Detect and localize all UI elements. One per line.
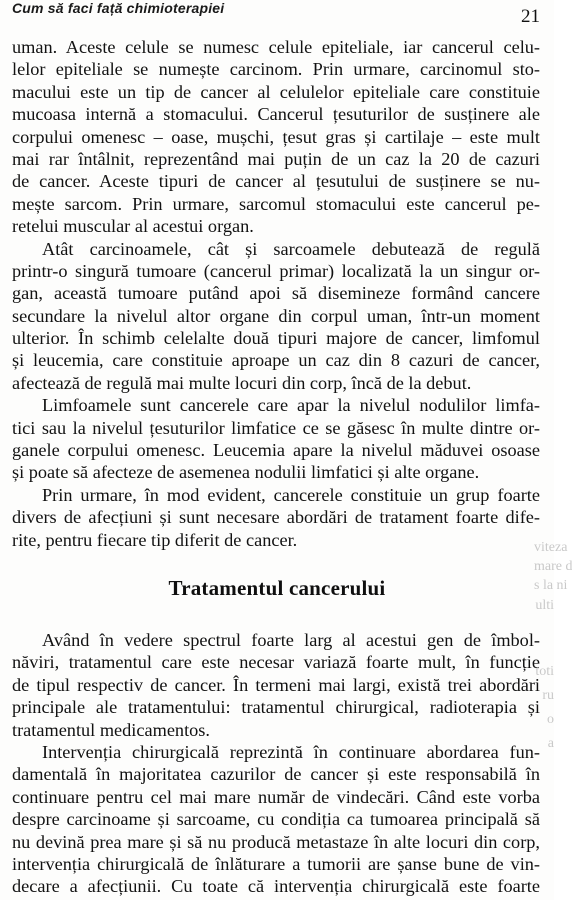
text-line: mucoasa internă a stomacului. Cancerul țesuturilor de susținere ale: [12, 104, 540, 125]
text-line: retelui muscular al acestui organ.: [12, 216, 254, 237]
text-line: năviri, tratamentul care este necesar variază foarte mult, în funcție: [12, 652, 540, 673]
paragraph: [12, 394, 540, 484]
text-line: continuare pentru cel mai mare număr de vindecări. Când este vorba: [12, 786, 540, 807]
text-line: de tipul respectiv de cancer. În termeni mai largi, există trei abordări: [12, 674, 540, 695]
text-line: Intervenția chirurgicală reprezintă în continuare abordarea fun-: [42, 741, 540, 762]
text-line: afectează de regulă mai multe locuri din corp, încă de la debut.: [12, 372, 472, 393]
text-line: gan, această tumoare putând apoi să disemineze formând cancere: [12, 283, 540, 304]
text-line: secundare la nivelul altor organe din corpul uman, într-un moment: [12, 305, 540, 326]
text-line: nu devină prea mare și să nu producă metastaze în alte locuri din corp,: [12, 831, 540, 852]
bleed-through-text: toti: [535, 664, 554, 679]
text-line: Atât carcinoamele, cât și sarcoamele debutează de regulă: [42, 238, 540, 259]
text-line: macului este un tip de cancer al celulelor epiteliale care constituie: [12, 81, 540, 102]
text-line: lelor epiteliale se numește carcinom. Prin urmare, carcinomul sto-: [12, 59, 540, 80]
text-line: despre carcinoame și sarcoame, cu condiția ca tumoarea principală să: [12, 809, 540, 830]
paragraph: [12, 36, 540, 238]
text-line: intervenția chirurgicală de înlăturare a tumorii are șanse bune de vin-: [12, 853, 540, 874]
text-line: mai rar întâlnit, reprezentând mai puțin de un caz la 20 de cazuri: [12, 148, 540, 169]
text-line: decare a afecțiunii. Cu toate că intervenția chirurgicală este foarte: [12, 876, 540, 897]
paragraph: [12, 238, 540, 395]
bleed-through-text: o: [547, 712, 554, 727]
text-line: printr-o singură tumoare (cancerul primar) localizată la un singur or-: [12, 260, 540, 281]
bleed-through-text: ru: [542, 688, 554, 703]
page-number: 21: [521, 6, 540, 27]
text-line: Limfoamele sunt cancerele care apar la nivelul nodulilor limfa-: [42, 395, 540, 416]
text-line: și leucemia, care constituie aproape un caz din 8 cazuri de cancer,: [12, 350, 540, 371]
text-line: damentală în majoritatea cazurilor de cancer și este responsabilă în: [12, 764, 540, 785]
text-line: rite, pentru fiecare tip diferit de cancer.: [12, 529, 298, 550]
body-text-lower: [12, 629, 540, 898]
paragraph: [12, 484, 540, 551]
text-line: și poate să afecteze de asemenea nodulii limfatici și alte organe.: [12, 462, 480, 483]
text-line: ulterior. În schimb celelalte două tipuri majore de cancer, limfomul: [12, 328, 540, 349]
text-line: uman. Aceste celule se numesc celule epiteliale, iar cancerul celu-: [12, 37, 540, 57]
text-line: divers de afecțiuni și sunt necesare abordări de tratament foarte dife-: [12, 507, 540, 528]
body-text-upper: [12, 36, 540, 551]
text-line: ganele corpului omenesc. Leucemia apare la nivelul măduvei osoase: [12, 440, 540, 461]
text-line: tici sau la nivelul țesuturilor limfatice ce se găsesc în multe dintre or-: [12, 417, 540, 438]
bleed-through-text: ulti: [535, 598, 554, 613]
section-heading: Tratamentul cancerului: [168, 576, 386, 600]
text-line: principale ale tratamentului: tratamentul chirurgical, radioterapia și: [12, 697, 540, 718]
bleed-through-text: a: [547, 736, 554, 751]
paragraph: [12, 629, 540, 741]
text-line: corpului omenesc – oase, mușchi, țesut gras și cartilaje – este mult: [12, 126, 540, 147]
bleed-through-text: mare d: [534, 559, 572, 574]
text-line: Prin urmare, în mod evident, cancerele constituie un grup foarte: [42, 484, 540, 505]
text-line: Având în vedere spectrul foarte larg al acestui gen de îmbol-: [42, 630, 540, 650]
text-line: tratamentul medicamentos.: [12, 719, 210, 740]
running-title: Cum să faci față chimioterapiei: [12, 0, 225, 16]
text-line: mește sarcom. Prin urmare, sarcomul stomacului este cancerul pe-: [12, 193, 540, 214]
text-line: de cancer. Aceste tipuri de cancer al țesutului de susținere se nu-: [12, 171, 540, 192]
paragraph: [12, 741, 540, 898]
bleed-through-text: viteza: [534, 540, 568, 555]
bleed-through-text: s la ni: [534, 578, 568, 593]
